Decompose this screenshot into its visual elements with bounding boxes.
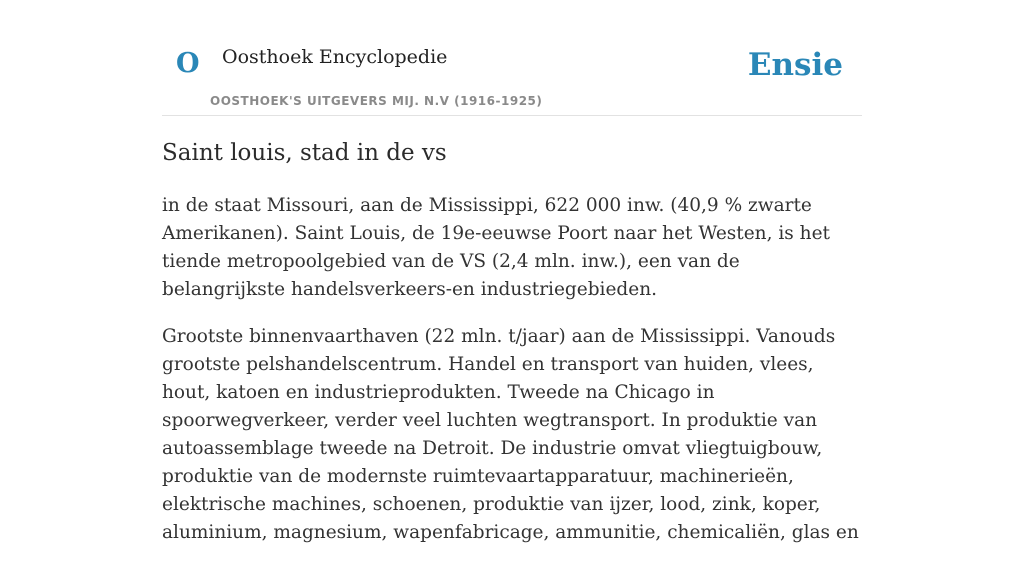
brand-logo-link[interactable]: Ensie: [747, 47, 843, 83]
article-paragraph: in de staat Missouri, aan de Mississippi, 622 000 inw. (40,9 % zwarte Amerikanen). Saint Louis, de 19e-eeuwse Poort naar het Westen, is het tiende metropoolgebied van de VS (2,4 mln. inw.), een van de belangrijkste handelsverkeers-en industriegebieden.: [162, 195, 830, 300]
article-title: Saint louis, stad in de vs: [162, 140, 447, 166]
source-logo-icon: O: [176, 48, 200, 79]
source-title[interactable]: Oosthoek Encyclopedie: [222, 46, 448, 68]
article-body: [162, 192, 862, 566]
article-paragraph: Grootste binnenvaarthaven (22 mln. t/jaar) aan de Mississippi. Vanouds grootste pelshandelscentrum. Handel en transport van huiden, vlees, hout, katoen en industrieprodukten. Tweede na Chicago in spoorwegverkeer, verder veel luchten wegtransport. In produktie van autoassemblage tweede na Detroit. De industrie omvat vliegtuigbouw, produktie van de modernste ruimtevaartapparatuur, machinerieën, elektrische machines, schoenen, produktie van ijzer, lood, zink, koper, aluminium, magnesium, wapenfabricage, ammunitie, chemicaliën, glas en: [162, 326, 859, 543]
source-subtitle: OOSTHOEK'S UITGEVERS MIJ. N.V (1916-1925): [210, 94, 543, 108]
header: [162, 0, 862, 116]
page: [162, 0, 862, 543]
